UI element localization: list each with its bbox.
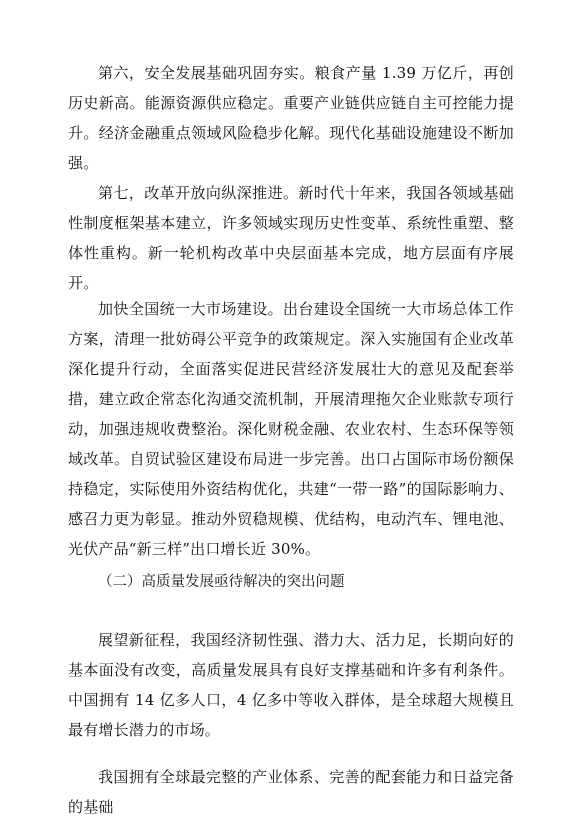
paragraph-food-security: 第六，安全发展基础巩固夯实。粮食产量 1.39 万亿斤，再创历史新高。能源资源供应稳定。重要产业链供应链自主可控能力提升。经济金融重点领域风险稳步化解。现代化基础设施建设不断加强。: [68, 64, 514, 172]
paragraph-unified-market: 加快全国统一大市场建设。出台建设全国统一大市场总体工作方案，清理一批妨碍公平竞争的政策规定。深入实施国有企业改革深化提升行动，全面落实促进民营经济发展壮大的意见及配套举措，建立政企常态化沟通交流机制，开展清理拖欠企业账款专项行动，加强违规收费整治。深化财税金融、农业农村、生态环保等领域改革。自贸试验区建设布局进一步完善。出口占国际市场份额保持稳定，实际使用外资结构优化，共建“一带一路”的国际影响力、感召力更为彰显。推动外贸稳规模、优结构，电动汽车、锂电池、光伏产品“新三样”出口增长近 30%。: [68, 300, 514, 558]
paragraph-reform-opening: 第七，改革开放向纵深推进。新时代十年来，我国各领域基础性制度框架基本建立，许多领域实现历史性变革、系统性重塑、整体性重构。新一轮机构改革中央层面基本完成，地方层面有序展开。: [68, 184, 514, 292]
section-heading: （二）高质量发展亟待解决的突出问题: [98, 574, 345, 590]
paragraph-industrial-system: 我国拥有全球最完整的产业体系、完善的配套能力和日益完备的基础: [68, 768, 514, 816]
paragraph-outlook: 展望新征程，我国经济韧性强、潜力大、活力足，长期向好的基本面没有改变，高质量发展具有良好支撑基础和许多有利条件。中国拥有 14 亿多人口，4 亿多中等收入群体，是全球超大规模且最有增长潜力的市场。: [68, 631, 514, 739]
